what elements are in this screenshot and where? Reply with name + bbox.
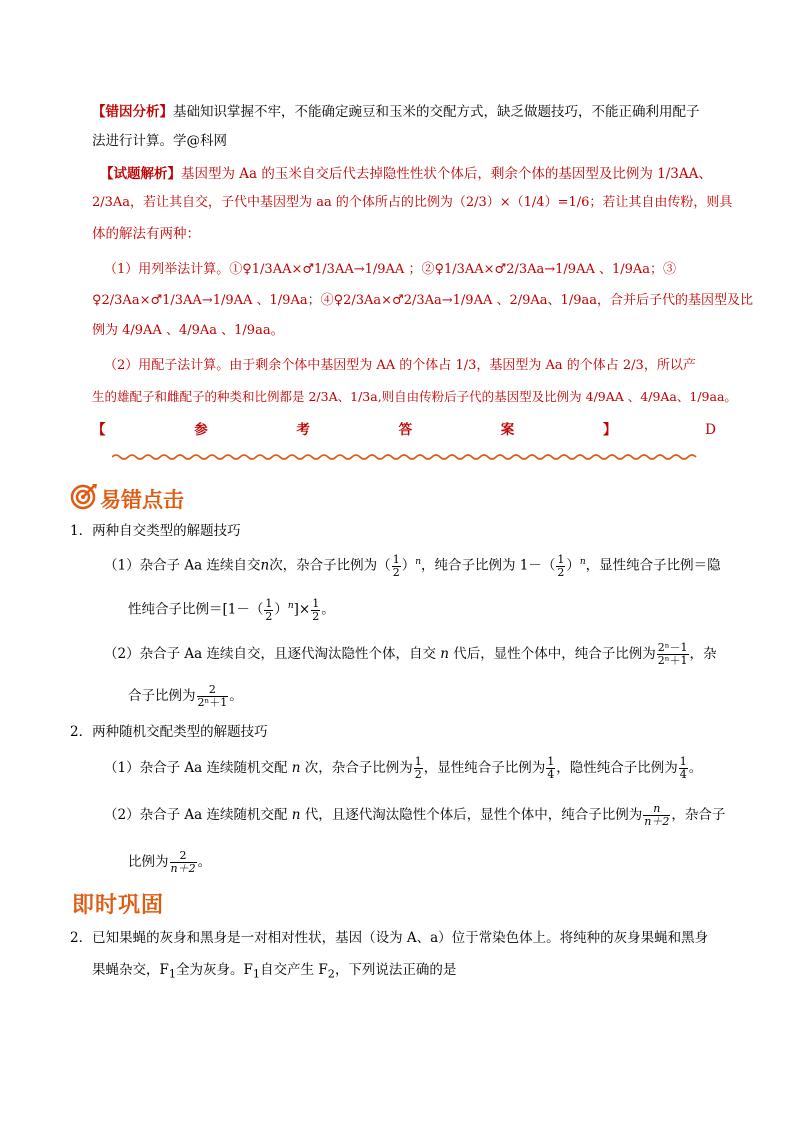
fraction-pure-ratio: $\frac{\text{2ⁿ－1}}{\text{2ⁿ＋1}}$ (657, 641, 688, 667)
error-analysis-line1: 【错因分析】基础知识掌握不牢，不能确定豌豆和玉米的交配方式，缺乏做题技巧，不能正确利用配子 (92, 104, 700, 120)
fraction-one-half: $\frac{1}{2}$ (312, 596, 320, 623)
answer-char: 考 (296, 422, 310, 438)
fraction-one-half: $\frac{1}{2}$ (414, 755, 422, 781)
target-icon (70, 482, 98, 510)
method1-line3: 例为 4/9AA 、4/9Aa 、1/9aa。 (92, 323, 284, 338)
method1-line1: （1）用列举法计算。①♀1/3AA×♂1/3AA→1/9AA ；②♀1/3AA×♂2/3Aa→1/9AA 、1/9Aa；③ (104, 262, 677, 277)
solution-line2: 2/3Aa，若让其自交，子代中基因型为 aa 的个体所占的比例为（2/3）×（1/4）=1/6；若让其自由传粉，则具 (92, 195, 733, 210)
fraction-2-over-n-plus-2: $\frac{2}{n+2}$ (170, 849, 196, 875)
section-title-error-prone: 易错点击 (100, 488, 184, 512)
solution-line1: 【试题解析】基因型为 Aa 的玉米自交后代去掉隐性性状个体后，剩余个体的基因型及比例为 1/3AA、 (100, 166, 712, 182)
tip1-item1-line1: （1）杂合子 Aa 连续自交n次，杂合子比例为（ $\frac{1}{2}$ ）$^n$，纯合子比例为 1－（ $\frac{1}{2}$ ）$^n$，显性纯合子比例＝隐 (104, 552, 721, 579)
fraction-one-half: $\frac{1}{2}$ (557, 552, 565, 579)
fraction-one-half: $\frac{1}{2}$ (392, 552, 400, 579)
error-analysis-line2: 法进行计算。学@科网 (92, 133, 227, 149)
tip1-item1-line2: 性纯合子比例＝[1－（ $\frac{1}{2}$ ）$^n$]× $\frac{1}{2}$ 。 (128, 596, 335, 623)
tip1-item2-line1: （2）杂合子 Aa 连续自交，且逐代淘汰隐性个体，自交 n 代后，显性个体中，纯合子比例为 $\frac{\text{2ⁿ－1}}{\text{2ⁿ＋1}}$ ，杂 (104, 641, 717, 667)
answer-char: 【 (92, 422, 106, 438)
tip2-item1: （1）杂合子 Aa 连续随机交配 n 次，杂合子比例为 $\frac{1}{2}$ ，显性纯合子比例为 $\frac{1}{4}$ ，隐性纯合子比例为 $\frac{1}{4}$ 。 (104, 755, 703, 781)
solution-tag: 【试题解析】 (100, 166, 181, 182)
answer-char: 参 (194, 422, 208, 438)
method2-line2: 生的雄配子和雌配子的种类和比例都是 2/3A、1/3a,则自由传粉后子代的基因型及比例为 4/9AA 、4/9Aa、1/9aa。 (92, 389, 737, 404)
answer-char: 案 (500, 422, 515, 438)
tip1-item2-line2: 合子比例为 $\frac{2}{\text{2ⁿ＋1}}$ 。 (128, 683, 243, 709)
reference-answer (92, 420, 716, 440)
fraction-one-quarter: $\frac{1}{4}$ (547, 755, 555, 781)
tip1-heading: 1．两种自交类型的解题技巧 (70, 523, 241, 539)
answer-char: 】 (602, 422, 617, 438)
answer-char: 答 (398, 422, 413, 438)
error-analysis-tag: 【错因分析】 (92, 104, 173, 120)
section-title-consolidation: 即时巩固 (72, 893, 165, 918)
answer-value: D (705, 422, 716, 438)
tip2-item2-line2: 比例为 $\frac{2}{n+2}$ 。 (128, 849, 212, 875)
question-line1: 2．已知果蝇的灰身和黑身是一对相对性状，基因（设为 A、a）位于常染色体上。将纯种的灰身果蝇和黑身 (70, 930, 709, 946)
tip2-heading: 2．两种随机交配类型的解题技巧 (70, 724, 268, 740)
solution-line3: 体的解法有两种： (92, 226, 200, 242)
fraction-one-half: $\frac{1}{2}$ (265, 596, 273, 623)
method1-line2: ♀2/3Aa×♂1/3AA→1/9AA 、1/9Aa；④♀2/3Aa×♂2/3Aa→1/9AA 、2/9Aa、1/9aa，合并后子代的基因型及比 (92, 293, 753, 308)
fraction-one-quarter: $\frac{1}{4}$ (679, 755, 687, 781)
wavy-divider (112, 452, 698, 462)
tip2-item2-line1: （2）杂合子 Aa 连续随机交配 n 代，且逐代淘汰隐性个体后，显性个体中，纯合子比例为 $\frac{n}{n+2}$ ，杂合子 (104, 802, 726, 828)
method2-line1: （2）用配子法计算。由于剩余个体中基因型为 AA 的个体占 1/3，基因型为 Aa 的个体占 2/3，所以产 (104, 358, 696, 373)
question-line2: 果蝇杂交，$F_1$全为灰身。$F_1$自交产生 $F_2$，下列说法正确的是 (92, 962, 457, 981)
fraction-n-over-n-plus-2: $\frac{n}{n+2}$ (644, 802, 670, 828)
fraction-hetero-ratio: $\frac{2}{\text{2ⁿ＋1}}$ (197, 683, 228, 709)
